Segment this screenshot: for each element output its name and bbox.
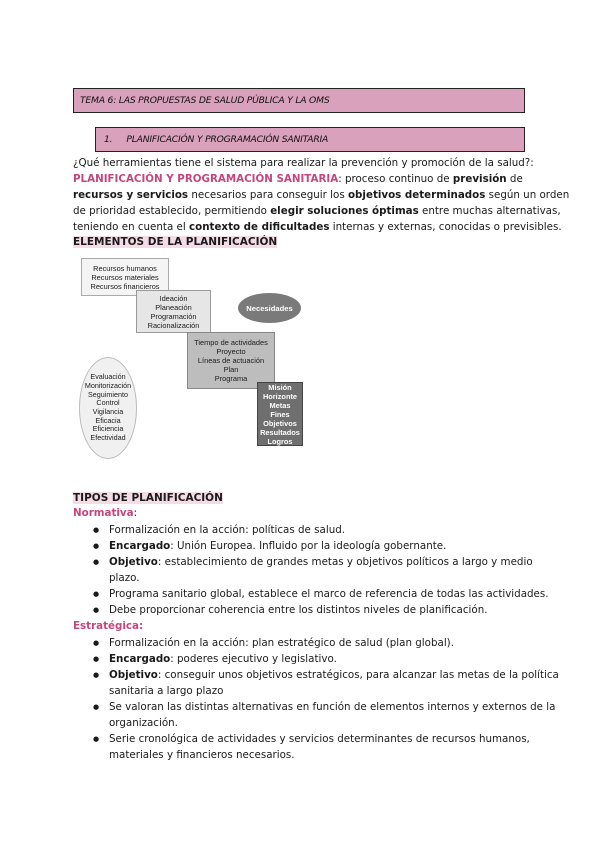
diagram-item: Programa xyxy=(214,374,248,383)
list-item xyxy=(93,538,549,554)
tema-title: TEMA 6: LAS PROPUESTAS DE SALUD PÚBLICA Y LA OMS xyxy=(80,95,330,106)
estrategica-title xyxy=(73,618,143,634)
definition-text: internas y externas, conocidas o previsibles. xyxy=(329,221,562,233)
list-item-text: plazo. xyxy=(109,572,140,584)
diagram-item: Necesidades xyxy=(246,303,293,313)
list-item xyxy=(93,522,549,538)
list-item-text: Serie cronológica de actividades y servicios determinantes de recursos humanos, xyxy=(109,733,530,745)
diagram-item: Control xyxy=(96,398,120,408)
definition-text: según un orden xyxy=(485,189,570,201)
diagram-item: Proyecto xyxy=(216,347,246,356)
diagram-item: Metas xyxy=(269,400,291,410)
tipos-heading xyxy=(73,490,223,506)
definition-text: entre muchas alternativas, xyxy=(418,205,561,217)
elementos-heading xyxy=(73,234,277,250)
definition-text: de prioridad establecido, permitiendo xyxy=(73,205,271,217)
diagram-item: Líneas de actuación xyxy=(197,356,265,365)
diagram-item: Efectividad xyxy=(90,433,126,443)
diagram-necesidades-oval xyxy=(238,293,301,323)
list-item-text: Debe proporcionar coherencia entre los distintos niveles de planificación. xyxy=(109,604,488,616)
normativa-colon: : xyxy=(133,507,138,519)
list-item-text: : Unión Europea. Influido por la ideología gobernante. xyxy=(170,540,447,552)
list-item-text: materiales y financieros necesarios. xyxy=(109,749,295,761)
list-item-label: Encargado xyxy=(109,653,171,665)
definition-line-3 xyxy=(73,203,561,219)
definition-text: teniendo en cuenta el xyxy=(73,221,190,233)
diagram-item: Misión xyxy=(268,382,292,392)
diagram-item: Recursos materiales xyxy=(91,272,159,282)
diagram-item: Plan xyxy=(223,365,239,374)
definition-text: necesarios para conseguir los xyxy=(188,189,348,201)
list-item-text: : poderes ejecutivo y legislativo. xyxy=(170,653,337,665)
definition-bold: previsión xyxy=(452,173,507,185)
definition-text: de xyxy=(506,173,523,185)
diagram-item: Resultados xyxy=(260,427,300,437)
definition-bold: elegir soluciones óptimas xyxy=(270,205,419,217)
tema-header xyxy=(73,88,525,113)
definition-line-4 xyxy=(73,219,562,235)
list-item-text: : establecimiento de grandes metas y objetivos políticos a largo y medio xyxy=(157,556,533,568)
definition-bold: recursos y servicios xyxy=(73,189,189,201)
diagram-item: Vigilancia xyxy=(92,407,124,416)
normativa-list xyxy=(93,522,549,618)
diagram-item: Planeación xyxy=(155,302,192,312)
definition-line-1 xyxy=(73,171,523,187)
estrategica-list xyxy=(93,635,559,763)
definition-bold: objetivos determinados xyxy=(347,189,486,201)
diagram-evaluacion-oval xyxy=(79,357,137,459)
list-item xyxy=(93,586,549,602)
list-item-text: Formalización en la acción: plan estratégico de salud (plan global). xyxy=(109,637,454,649)
list-item-text: Se valoran las distintas alternativas en función de elementos internos y externos de la xyxy=(109,701,556,713)
diagram-item: Objetivos xyxy=(263,418,297,428)
diagram-item: Eficiencia xyxy=(92,424,124,434)
list-item-label: Objetivo xyxy=(109,556,158,568)
diagram-item: Seguimiento xyxy=(88,389,128,399)
list-item-text: sanitaria a largo plazo xyxy=(109,685,224,697)
tipos-heading-text: TIPOS DE PLANIFICACIÓN xyxy=(73,492,223,504)
diagram-item: Recursos humanos xyxy=(93,263,157,273)
definition-bold: contexto de dificultades xyxy=(189,221,330,233)
definition-line-2 xyxy=(73,187,569,203)
diagram-item: Racionalización xyxy=(147,320,200,330)
list-item-label: Encargado xyxy=(109,540,171,552)
list-item xyxy=(93,731,559,763)
diagram-box-ideacion xyxy=(136,290,211,333)
list-item xyxy=(93,699,559,731)
diagram-item: Eficacia xyxy=(95,415,121,425)
diagram-item: Fines xyxy=(270,409,290,419)
diagram-item: Programación xyxy=(150,311,197,321)
normativa-title xyxy=(73,505,137,521)
diagram-box-mision xyxy=(257,382,303,446)
list-item-text: Formalización en la acción: políticas de salud. xyxy=(109,524,346,536)
section-header xyxy=(95,127,525,152)
list-item-label: Objetivo xyxy=(109,669,158,681)
estrategica-title-text: Estratégica: xyxy=(73,620,144,632)
diagram-item: Ideación xyxy=(159,293,188,303)
section-number: 1. xyxy=(104,134,113,145)
diagram-item: Monitorización xyxy=(84,380,132,390)
list-item xyxy=(93,554,549,586)
diagram-box-tiempo xyxy=(187,332,275,389)
list-item-text: Programa sanitario global, establece el marco de referencia de todas las actividades. xyxy=(109,588,549,600)
list-item-text: organización. xyxy=(109,717,178,729)
list-item xyxy=(93,602,549,618)
list-item xyxy=(93,667,559,699)
section-title: PLANIFICACIÓN Y PROGRAMACIÓN SANITARIA xyxy=(126,134,329,145)
diagram-item: Horizonte xyxy=(262,391,298,401)
diagram-item: Tiempo de actividades xyxy=(194,338,268,347)
list-item xyxy=(93,635,559,651)
definition-text: : proceso continuo de xyxy=(338,173,453,185)
diagram-item: Evaluación xyxy=(90,372,126,382)
diagram-item: Recursos financieros xyxy=(90,281,160,291)
definition-term: PLANIFICACIÓN Y PROGRAMACIÓN SANITARIA xyxy=(73,173,339,185)
list-item-text: : conseguir unos objetivos estratégicos, para alcanzar las metas de la política xyxy=(157,669,559,681)
list-item xyxy=(93,651,559,667)
elementos-heading-text: ELEMENTOS DE LA PLANIFICACIÓN xyxy=(73,236,278,248)
normativa-title-text: Normativa xyxy=(73,507,134,519)
diagram-item: Logros xyxy=(267,436,293,446)
intro-question: ¿Qué herramientas tiene el sistema para realizar la prevención y promoción de la salud?: xyxy=(73,157,534,169)
